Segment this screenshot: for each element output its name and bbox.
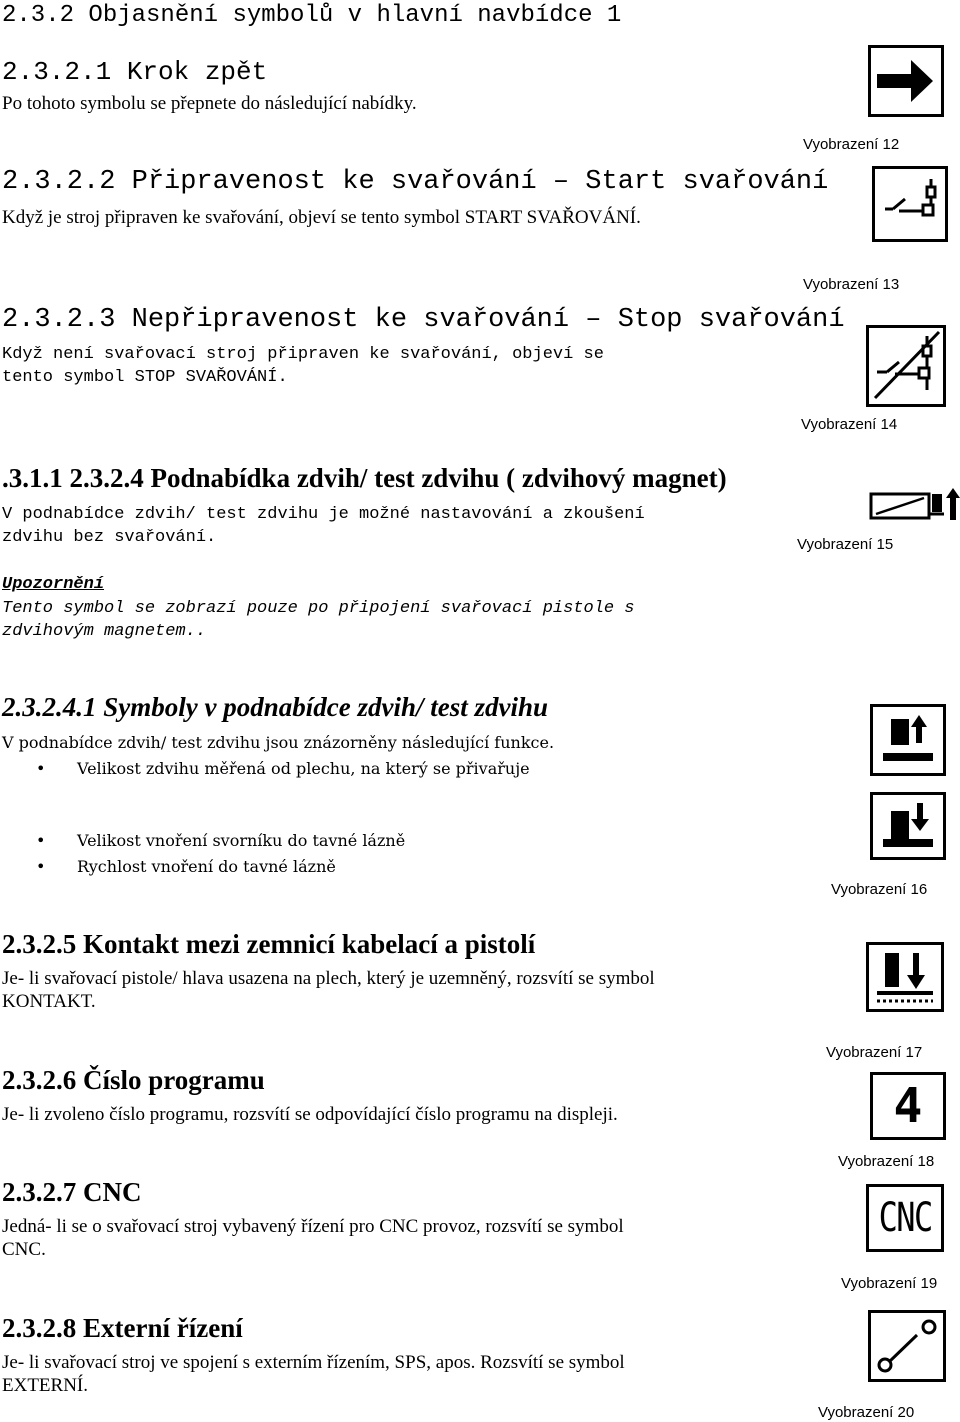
external-control-icon	[868, 1310, 946, 1382]
section-heading-2-3-2-5: 2.3.2.5 Kontakt mezi zemnicí kabelací a pistolí	[2, 929, 536, 959]
lift-test-icon	[866, 484, 960, 524]
figure-caption-13: Vyobrazení 13	[803, 276, 900, 293]
arrow-right-icon	[868, 45, 944, 117]
section-text-2-3-2-4: V podnabídce zdvih/ test zdvihu je možné nastavování a zkoušení zdvihu bez svařování.	[2, 505, 645, 547]
bullet-plunge-speed: • Rychlost vnoření do tavné lázně	[77, 855, 336, 878]
program-number-icon	[870, 1072, 946, 1140]
section-heading-2-3-2-6: 2.3.2.6 Číslo programu	[2, 1065, 265, 1095]
bullet-plunge-depth: • Velikost vnoření svorníku do tavné lázně	[77, 829, 405, 852]
cnc-label: CNC	[878, 1195, 932, 1241]
section-text-2-3-2-3: Když není svařovací stroj připraven ke svařování, objeví se tento symbol STOP SVAŘOVÁNÍ.	[2, 345, 604, 387]
note-text: Tento symbol se zobrazí pouze po připojení svařovací pistole s zdvihovým magnetem..	[2, 599, 635, 641]
program-number-value: 4	[893, 1078, 923, 1134]
plunge-depth-icon	[870, 792, 946, 860]
lift-height-icon	[870, 704, 946, 776]
section-heading-2-3-2-7: 2.3.2.7 CNC	[2, 1177, 142, 1207]
section-text-2-3-2-1: Po tohoto symbolu se přepnete do následující nabídky.	[2, 93, 417, 114]
figure-caption-15: Vyobrazení 15	[797, 536, 894, 553]
stop-welding-icon	[866, 325, 946, 407]
section-text-2-3-2-5: Je- li svařovací pistole/ hlava usazena na plech, který je uzemněný, rozsvítí se symbol KONTAKT.	[2, 968, 655, 1012]
section-heading-2-3-2-2-text: 2.3.2.2 Připravenost ke svařování – Start svařování	[2, 167, 829, 197]
section-text-2-3-2-2: Když je stroj připraven ke svařování, objeví se tento symbol START SVAŘOVÁNÍ.	[2, 207, 641, 228]
section-heading-2-3-2: 2.3.2 Objasnění symbolů v hlavní navbídce 1	[2, 2, 622, 29]
note-title: Upozornění	[2, 575, 105, 594]
figure-caption-16: Vyobrazení 16	[831, 881, 928, 898]
section-text-2-3-2-7: Jedná- li se o svařovací stroj vybavený řízení pro CNC provoz, rozsvítí se symbol CNC.	[2, 1216, 624, 1260]
section-heading-2-3-2-4: .3.1.1 2.3.2.4 Podnabídka zdvih/ test zdvihu ( zdvihový magnet)	[2, 463, 727, 493]
figure-caption-12: Vyobrazení 12	[803, 136, 900, 153]
section-text-2-3-2-8: Je- li svařovací stroj ve spojení s externím řízením, SPS, apos. Rozsvítí se symbol EXTERNÍ.	[2, 1352, 625, 1396]
figure-caption-18: Vyobrazení 18	[838, 1153, 935, 1170]
start-welding-icon	[872, 166, 948, 242]
section-heading-2-3-2-4-1: 2.3.2.4.1 Symboly v podnabídce zdvih/ test zdvihu	[2, 692, 548, 722]
section-heading-2-3-2-2	[2, 166, 828, 198]
figure-caption-17: Vyobrazení 17	[826, 1044, 923, 1061]
cnc-icon	[866, 1184, 944, 1252]
figure-caption-19: Vyobrazení 19	[841, 1275, 938, 1292]
section-text-2-3-2-6: Je- li zvoleno číslo programu, rozsvítí se odpovídající číslo programu na displeji.	[2, 1104, 618, 1125]
figure-caption-20: Vyobrazení 20	[818, 1404, 915, 1421]
contact-icon	[866, 942, 944, 1012]
section-text-2-3-2-4-1: V podnabídce zdvih/ test zdvihu jsou znázorněny následující funkce.	[2, 733, 555, 752]
section-heading-2-3-2-1: 2.3.2.1 Krok zpět	[2, 57, 268, 87]
section-heading-2-3-2-3: 2.3.2.3 Nepřipravenost ke svařování – Stop svařování	[2, 305, 845, 335]
bullet-lift-height: • Velikost zdvihu měřená od plechu, na který se přivařuje	[77, 757, 530, 780]
figure-caption-14: Vyobrazení 14	[801, 416, 898, 433]
section-heading-2-3-2-8: 2.3.2.8 Externí řízení	[2, 1313, 243, 1343]
